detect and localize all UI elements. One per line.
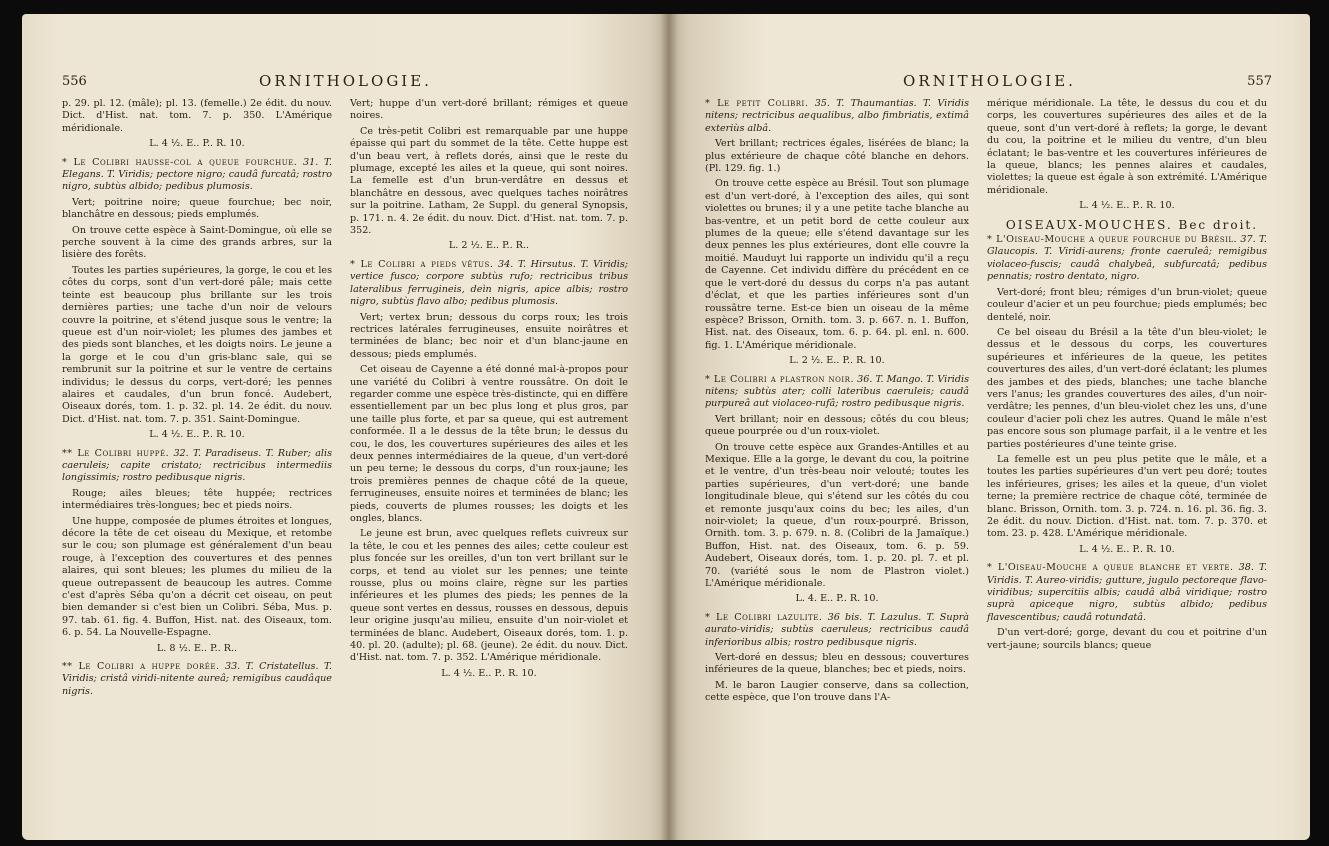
paragraph: Vert-doré en dessus; bleu en dessous; couvertures inférieures de la queue, blanches; bec et pieds, noirs. (705, 652, 969, 676)
measurement-line: L. 4 ½. E.. P.. R. 10. (1079, 543, 1175, 555)
page-number-right: 557 (1247, 74, 1272, 89)
paragraph: Vert brillant; noir en dessous; côtés du cou bleus; queue pourprée ou d'un roux-violet. (705, 413, 969, 438)
measurement-line: L. 2 ½. E.. P.. R. 10. (789, 355, 885, 367)
species-entry (705, 612, 969, 649)
right-page-column-1 (705, 98, 969, 708)
running-head-left: ORNITHOLOGIE. (259, 72, 432, 90)
species-entry (350, 259, 628, 309)
paragraph: Cet oiseau de Cayenne a été donné mal-à-propos pour une variété du Colibri à ventre roussâtre. On doit le regarder comme une espèce très-distincte, qui en diffère essentiellement par un bec plus long et plus gros, par une taille plus forte, et par sa queue, qui est autrement conformée. Il a le dessus de la tête brun; le dessus du cou, le dos, les couvertures supérieures des ailes et les deux pennes intermédiaires de la queue, d'un vert-doré un peu terne; le dessous du corps, d'un roux-jaune; les trois premières pennes de chaque côté de la queue, ferrugineuses, ensuite noires et terminées de blanc; les pieds, couverts de plumes rousses; les doigts et les ongles, blancs. (350, 364, 628, 524)
measurement-line: L. 4 ½. E.. P.. R. 10. (1079, 200, 1175, 212)
right-page-column-2 (987, 98, 1267, 655)
section-heading: OISEAUX-MOUCHES. Bec droit. (1005, 217, 1259, 232)
paragraph: Rouge; ailes bleues; tête huppée; rectrices intermédiaires très-longues; bec et pieds noirs. (62, 487, 332, 512)
paragraph: Ce bel oiseau du Brésil a la tête d'un bleu-violet; le dessus et le dessous du corps, les couvertures supérieures et inférieures de la queue, les petites couvertures des ailes, d'un vert-doré éclatant; les plumes des jambes et des pieds, blanches; une tache blanche vers l'anus; les grandes couvertures des ailes, d'un noir-verdâtre; les pennes, d'un bleu-violet chez les uns, d'une couleur d'acier poli chez les autres. Quand le mâle n'est pas encore sous son plumage parfait, il a le ventre et les parties postérieures d'une teinte grise. (987, 326, 1267, 450)
species-diagnosis: 34. T. Hirsutus. T. Viridis; vertice fusco; corpore subtùs rufo; rectricibus tribus lateralibus ferrugineis, deìn nigris, apice albis; rostro nigro, subtùs flavo albo; pedibus plumosis. (350, 258, 629, 308)
page-number-left: 556 (62, 74, 87, 89)
left-page-column-1 (62, 98, 332, 701)
species-heading: ** Le Colibri huppé. (62, 447, 170, 459)
species-diagnosis: 33. T. Cristatellus. T. Viridis; cristâ viridi-nitente aureâ; remigibus caudâque nigris. (62, 661, 332, 697)
measurement-line: L. 4 ½. E.. P.. R. 10. (149, 429, 245, 441)
species-diagnosis: 36. T. Mango. T. Viridis nitens; subtùs ater; colli lateribus caeruleis; caudâ purpureâ aut violaceo-rufâ; rostro pedibusque nigris. (705, 373, 969, 410)
species-heading: * Le Colibri a plastron noir. (705, 373, 854, 385)
paragraph: M. le baron Laugier conserve, dans sa collection, cette espèce, que l'on trouve dans l'A- (705, 679, 969, 704)
species-entry (987, 562, 1267, 624)
species-entry (705, 98, 969, 135)
species-heading: * L'Oiseau-Mouche a queue fourchue du Brésil. (987, 234, 1238, 246)
species-heading: ** Le Colibri a huppe dorée. (62, 661, 220, 673)
paragraph: Toutes les parties supérieures, la gorge, le cou et les côtes du corps, sont d'un vert-doré pâle; mais cette teinte est beaucoup plus brillante sur les trois dernières parties; une tache d'un noir de velours couvre la poitrine, et s'étend jusque sous le ventre; la queue est d'un noir-violet; les plumes des jambes et des pieds sont blanches, et les doigts noirs. Le jeune a la gorge et le cou d'un gris-blanc sale, qui se rembrunit sur la poitrine et sur le ventre de certains individus; le dessus du corps, vert-doré; les pennes alaires et caudales, d'un brun foncé. Audebert, Oiseaux dorés, tom. 1. p. 32. pl. 14. 2e édit. du nouv. Dict. d'Hist. nat. tom. 7. p. 351. Saint-Domingue. (62, 264, 332, 425)
paragraph: La femelle est un peu plus petite que le mâle, et a toutes les parties supérieures d'un vert peu doré; toutes les inférieures, grises; les ailes et la queue, d'un violet terne; la première rectrice de chaque côté, terminée de blanc. Brisson, Ornith. tom. 3. p. 724. n. 16. pl. 36. fig. 3. 2e édit. du nouv. Diction. d'Hist. nat. tom. 7. p. 370. et tom. 23. p. 428. L'Amérique méridionale. (987, 453, 1267, 540)
measurement-line: L. 4. E.. P.. R. 10. (795, 593, 879, 605)
species-heading: * Le Colibri hausse-col a queue fourchue. (62, 156, 298, 168)
species-diagnosis: 35. T. Thaumantias. T. Viridis nitens; rectricibus aequalibus, albo fimbriatis, extimâ exteriùs albâ. (705, 98, 969, 134)
measurement-line: L. 2 ½. E.. P.. R.. (448, 240, 530, 252)
paragraph: On trouve cette espèce à Saint-Domingue, où elle se perche souvent à la cime des grands arbres, sur la lisière des forêts. (62, 224, 332, 261)
running-head-right: ORNITHOLOGIE. (903, 72, 1076, 90)
species-diagnosis: 36 bis. T. Lazulus. T. Suprà aurato-viridis; subtùs caeruleus; rectricibus caudâ inferioribus albis; rostro pedibusque nigris. (705, 611, 969, 648)
paragraph: On trouve cette espèce au Brésil. Tout son plumage est d'un vert-doré, à l'exception des ailes, qui sont violettes ou brunes; il y a une petite tache blanche au bas-ventre, et un petit bord de cette couleur aux plumes de la queue; elle s'étend davantage sur les deux pennes les plus extérieures, dont elle couvre la moitié. Mauduyt lui rapporte un individu qu'il a reçu de Cayenne. Cet individu diffère du précédent en ce que le vert-doré du dessus du corps n'a pas autant d'éclat, et que les parties inférieures sont d'un roussâtre terne. Est-ce bien un oiseau de la même espèce? Brisson, Ornith. tom. 3. p. 667. n. 1. Buffon, Hist. nat. des Oiseaux, tom. 6. p. 64. pl. enl. n. 600. fig. 1. L'Amérique méridionale. (705, 178, 969, 351)
paragraph: Le jeune est brun, avec quelques reflets cuivreux sur la tête, le cou et les pennes des ailes; cette couleur est plus foncée sur les oreilles, d'un ton vert brillant sur le corps, et tend au violet sur les pennes; une teinte rousse, plus ou moins claire, règne sur les parties inférieures et les plumes des pieds; les pennes de la queue sont vertes en dessus, rousses en dessous, depuis leur origine jusqu'au milieu, ensuite d'un noir-violet et terminées de blanc. Audebert, Oiseaux dorés, tom. 1. p. 40. pl. 20. (adulte); pl. 68. (jeune). 2e édit. du nouv. Dict. d'Hist. nat. tom. 7. p. 352. L'Amérique méridionale. (350, 528, 628, 664)
species-diagnosis: 38. T. Viridis. T. Aureo-viridis; gutture, jugulo pectoreque flavo-viridibus; supercitiis albis; caudâ albâ viridique; rostro suprà apiceque nigro, subtùs albido; pedibus flavescentibus; caudâ rotundatâ. (987, 562, 1267, 623)
paragraph: p. 29. pl. 12. (mâle); pl. 13. (femelle.) 2e édit. du nouv. Dict. d'Hist. nat. tom. 7. p. 350. L'Amérique méridionale. (62, 98, 332, 134)
species-heading: * Le Colibri lazulite. (705, 611, 823, 623)
open-book (22, 14, 1310, 840)
species-diagnosis: 37. T. Glaucopis. T. Viridi-aurens; fronte caeruleâ; remigibus violaceo-fuscis; caudâ chalybeâ, subfurcatâ; pedibus pennatis; rostro dentato, nigro. (987, 234, 1267, 283)
species-entry (62, 661, 332, 698)
species-heading: * Le petit Colibri. (705, 98, 809, 109)
species-entry (62, 157, 332, 194)
paragraph: Ce très-petit Colibri est remarquable par une huppe épaisse qui part du sommet de la tête. Cette huppe est d'un beau vert, à reflets dorés, ainsi que le reste du plumage, excepté les ailes et la queue, qui sont noires. La femelle est d'un brun-verdâtre en dessus et blanchâtre en dessous, avec quelques taches noirâtres sur la poitrine. Latham, 2e Suppl. du general Synopsis, p. 171. n. 4. 2e édit. du nouv. Dict. d'Hist. nat. tom. 7. p. 352. (350, 125, 628, 237)
left-page-column-2 (350, 98, 628, 686)
species-entry (705, 374, 969, 411)
paragraph: D'un vert-doré; gorge, devant du cou et poitrine d'un vert-jaune; sourcils blancs; queue (987, 627, 1267, 651)
paragraph: Vert; poitrine noire; queue fourchue; bec noir, blanchâtre en dessous; pieds emplumés. (62, 196, 332, 221)
species-heading: * L'Oiseau-Mouche a queue blanche et verte. (987, 562, 1234, 574)
measurement-line: L. 8 ½. E.. P.. R.. (156, 642, 238, 654)
left-page (22, 14, 669, 840)
species-diagnosis: 32. T. Paradiseus. T. Ruber; alis caeruleis; capite cristato; rectricibus intermediis longissimis; rostro pedibusque nigris. (62, 447, 332, 484)
species-entry (62, 448, 332, 485)
species-diagnosis: 31. T. Elegans. T. Viridis; pectore nigro; caudâ furcatâ; rostro nigro, subtùs albido; pedibus plumosis. (62, 156, 332, 193)
species-entry (987, 234, 1267, 284)
paragraph: Une huppe, composée de plumes étroites et longues, décore la tête de cet oiseau du Mexique, et retombe sur le cou; son plumage est généralement d'un beau rouge, à l'exception des couvertures et des pennes alaires, qui sont bleues; les plumes du milieu de la queue outrepassent de beaucoup les autres. Comme c'est d'après Séba qu'on a décrit cet oiseau, on peut bien demander si c'est bien un Colibri. Séba, Mus. p. 97. tab. 61. fig. 4. Buffon, Hist. nat. des Oiseaux, tom. 6. p. 54. La Nouvelle-Espagne. (62, 515, 332, 639)
right-page (669, 14, 1310, 840)
species-heading: * Le Colibri a pieds vêtus. (350, 258, 494, 270)
measurement-line: L. 4 ½. E.. P.. R. 10. (441, 667, 537, 679)
book-gutter (660, 14, 678, 840)
measurement-line: L. 4 ½. E.. P.. R. 10. (149, 138, 245, 150)
paragraph: Vert; huppe d'un vert-doré brillant; rémiges et queue noires. (350, 98, 628, 122)
paragraph: mérique méridionale. La tête, le dessus du cou et du corps, les couvertures supérieures des ailes et de la queue, sont d'un vert-doré à reflets; la gorge, le devant du cou, la poitrine et le milieu du ventre, d'un bleu éclatant; le bas-ventre et les couvertures inférieures de la queue, blancs; les pennes alaires et caudales, violettes; la queue est égale à son extrémité. L'Amérique méridionale. (987, 98, 1267, 196)
paragraph: On trouve cette espèce aux Grandes-Antilles et au Mexique. Elle a la gorge, le devant du cou, la poitrine et le ventre, d'un très-beau noir velouté; toutes les parties supérieures, d'un vert-doré; une bande longitudinale bleue, qui s'étend sur les côtés du cou et remonte jusqu'aux coins du bec; les ailes, d'un noir-violet; la queue, d'un roux-pourpré. Brisson, Ornith. tom. 3. p. 679. n. 8. (Colibri de la Jamaïque.) Buffon, Hist. nat. des Oiseaux, tom. 6. p. 59. Audebert, Oiseaux dorés, tom. 1. p. 20. pl. 7. et pl. 70. (variété sous le nom de Plastron violet.) L'Amérique méridionale. (705, 441, 969, 590)
paragraph: Vert; vertex brun; dessous du corps roux; les trois rectrices latérales ferrugineuses, ensuite noirâtres et terminées de blanc; bec noir et d'un blanc-jaune en dessous; pieds emplumés. (350, 311, 628, 360)
paragraph: Vert-doré; front bleu; rémiges d'un brun-violet; queue couleur d'acier et un peu fourchue; pieds emplumés; bec dentelé, noir. (987, 286, 1267, 323)
paragraph: Vert brillant; rectrices égales, lisérées de blanc; la plus extérieure de chaque côté blanche en dehors. (Pl. 129. fig. 1.) (705, 138, 969, 175)
